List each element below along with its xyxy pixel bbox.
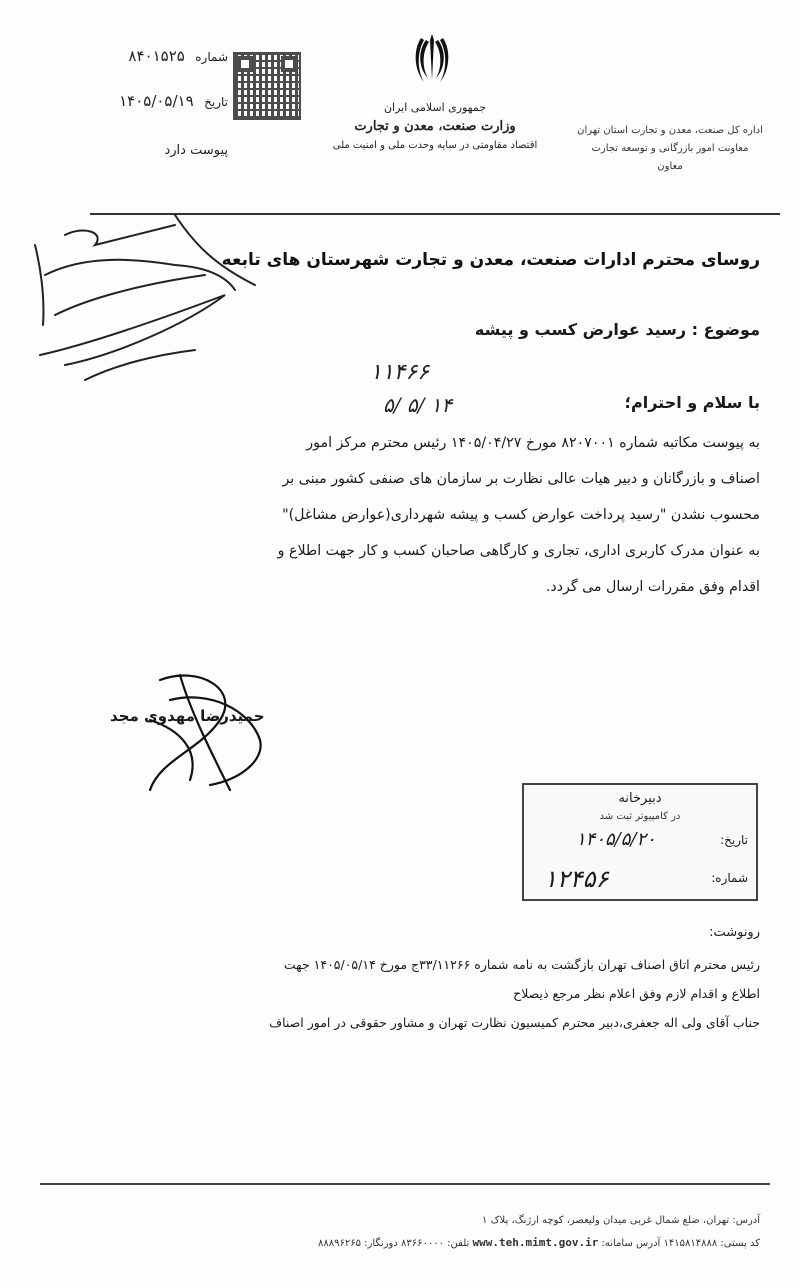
letter-date <box>70 92 228 110</box>
cc-line: اطلاع و اقدام لازم وفق اعلام نظر مرجع ذیصلاح <box>513 986 760 1001</box>
body-line: محسوب نشدن "رسید پرداخت عوارض کسب و پیشه شهرداری(عوارض مشاغل)" <box>282 507 760 523</box>
cc-list <box>40 950 760 1037</box>
letter-number-value: ۸۴۰۱۵۲۵ <box>128 47 185 65</box>
stamp-number-label: شماره: <box>711 871 748 885</box>
footer-postal: کد پستی: ۱۴۱۵۸۱۴۸۸۸ آدرس سامانه: <box>601 1238 760 1249</box>
body-line: به عنوان مدرک کاربری اداری، تجاری و کارگاهی صاحبان کسب و کار جهت اطلاع و <box>277 543 760 559</box>
iran-emblem-icon <box>412 30 452 86</box>
handwritten-date: ۵/ ۵/ ۱۴ <box>383 393 453 417</box>
handwritten-number: ۱۱۴۶۶ <box>370 360 430 385</box>
footer <box>40 1210 760 1255</box>
letter-date-label: تاریخ <box>204 95 228 109</box>
slogan: اقتصاد مقاومتی در سایه وحدت ملی و امنیت ملی <box>332 140 538 151</box>
letter-number-label: شماره <box>195 50 228 64</box>
greeting: با سلام و احترام؛ <box>624 393 760 412</box>
letter-date-value: ۱۴۰۵/۰۵/۱۹ <box>119 92 194 110</box>
body-line: اصناف و بازرگانان و دبیر هیات عالی نظارت بر سازمان های صنفی کشور مبنی بر <box>282 471 760 487</box>
cc-label: رونوشت: <box>709 925 760 940</box>
body-line: اقدام وفق مقررات ارسال می گردد. <box>545 579 760 595</box>
stamp-number-value: ۱۲۴۵۶ <box>544 865 609 893</box>
qr-code <box>233 52 301 120</box>
letter-body <box>40 425 760 605</box>
footer-phone: تلفن: ۸۳۶۶۰۰۰۰ دورنگار: ۸۸۸۹۶۲۶۵ <box>318 1238 470 1249</box>
department-line2: معاونت امور بازرگانی و توسعه تجارت <box>591 143 749 154</box>
stamp-title: دبیرخانه <box>618 791 662 806</box>
signer-name: حمیدرضا مهدوی مجد <box>110 707 265 725</box>
republic-title: جمهوری اسلامی ایران <box>383 101 487 114</box>
body-line: به پیوست مکاتبه شماره ۸۲۰۷۰۰۱ مورخ ۱۴۰۵/۰۴/۲۷ رئیس محترم مرکز امور <box>306 435 760 451</box>
ministry-title: وزارت صنعت، معدن و تجارت <box>354 119 516 134</box>
stamp-date-label: تاریخ: <box>720 833 748 847</box>
cc-line: رئیس محترم اتاق اصناف تهران بازگشت به نامه شماره ۳۳/۱۱۲۶۶ج مورخ ۱۴۰۵/۰۵/۱۴ جهت <box>283 957 760 972</box>
attachment-note: پیوست دارد <box>164 143 228 158</box>
department-block <box>560 122 780 176</box>
footer-contact <box>40 1232 760 1255</box>
department-line1: اداره کل صنعت، معدن و تجارت استان تهران <box>577 125 763 136</box>
stamp-date-value: ۱۴۰۵/۵/۲۰ <box>576 829 656 850</box>
letter-number <box>90 47 228 65</box>
secretariat-stamp <box>522 783 758 901</box>
stamp-subtitle: در کامپیوتر ثبت شد <box>599 811 681 822</box>
subject-line: موضوع : رسید عوارض کسب و پیشه <box>474 320 760 339</box>
handwritten-margin-note <box>25 205 265 390</box>
footer-website-link[interactable]: www.teh.mimt.gov.ir <box>472 1236 599 1249</box>
org-title-block <box>320 98 550 155</box>
footer-divider <box>40 1183 770 1185</box>
cc-line: جناب آقای ولی اله جعفری،دبیر محترم کمیسیون نظارت تهران و مشاور حقوقی در امور اصناف <box>269 1015 760 1030</box>
addressee: روسای محترم ادارات صنعت، معدن و تجارت شهرستان های تابعه <box>221 250 760 270</box>
department-line3: معاون <box>657 161 683 172</box>
signature <box>120 660 300 800</box>
footer-address: آدرس: تهران، ضلع شمال غربی میدان ولیعصر، کوچه ارژنگ، پلاک ۱ <box>482 1215 760 1226</box>
